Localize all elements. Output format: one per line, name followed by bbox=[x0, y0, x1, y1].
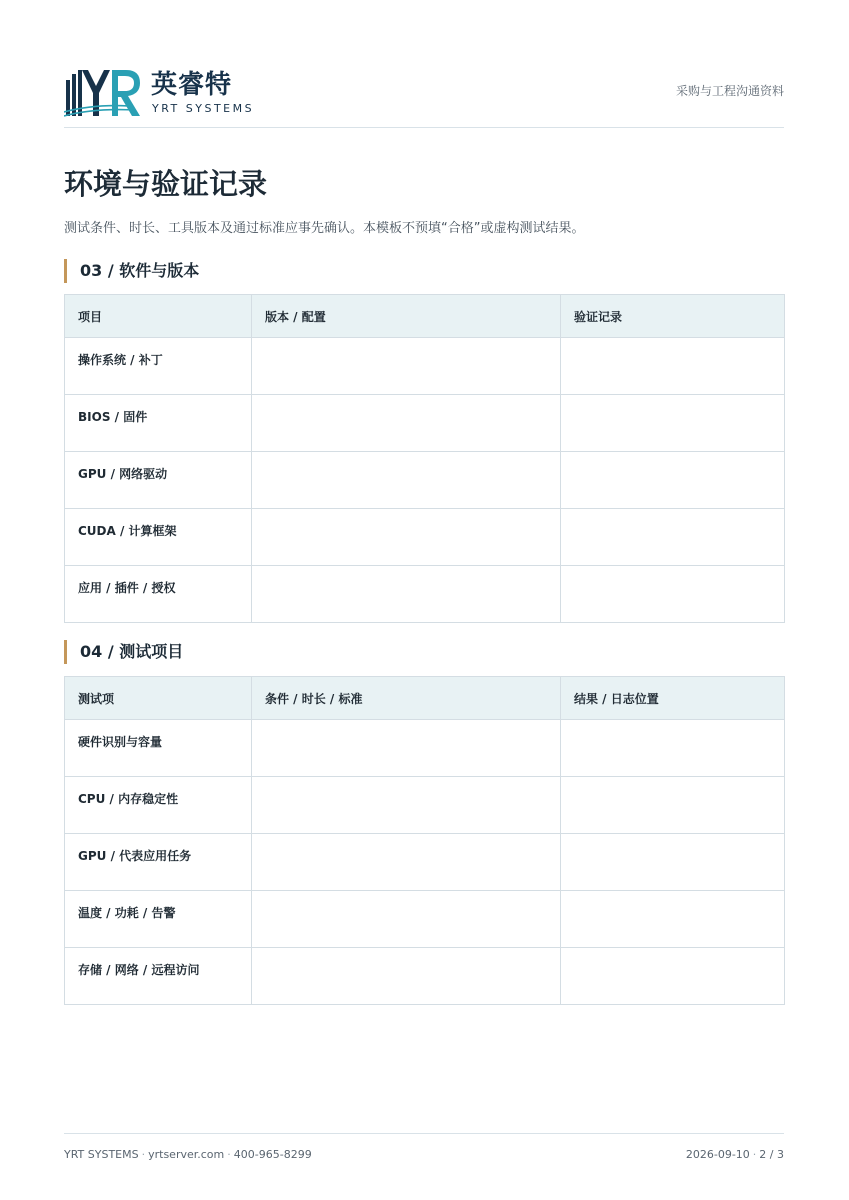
result-cell[interactable] bbox=[561, 891, 785, 948]
result-cell[interactable] bbox=[561, 834, 785, 891]
row-label: CPU / 内存稳定性 bbox=[65, 777, 252, 834]
row-label: 操作系统 / 补丁 bbox=[65, 338, 252, 395]
row-label: 温度 / 功耗 / 告警 bbox=[65, 891, 252, 948]
table-header-row bbox=[65, 677, 785, 720]
row-label: 硬件识别与容量 bbox=[65, 720, 252, 777]
page-header bbox=[64, 64, 784, 128]
separator-dot: · bbox=[227, 1148, 231, 1161]
page-title: 环境与验证记录 bbox=[64, 167, 268, 201]
separator-dot: · bbox=[141, 1148, 146, 1161]
version-cell[interactable] bbox=[252, 338, 561, 395]
column-header-item: 项目 bbox=[65, 295, 252, 338]
logo-chinese-name: 英睿特 bbox=[151, 70, 233, 100]
header-document-type: 采购与工程沟通资料 bbox=[675, 84, 784, 98]
separator-dot: · bbox=[752, 1148, 757, 1161]
version-cell[interactable] bbox=[252, 566, 561, 623]
record-cell[interactable] bbox=[561, 338, 785, 395]
table-row bbox=[65, 948, 785, 1005]
row-label: 应用 / 插件 / 授权 bbox=[65, 566, 252, 623]
conditions-cell[interactable] bbox=[252, 891, 561, 948]
row-label: BIOS / 固件 bbox=[65, 395, 252, 452]
version-cell[interactable] bbox=[252, 509, 561, 566]
result-cell[interactable] bbox=[561, 720, 785, 777]
table-row bbox=[65, 720, 785, 777]
page-subtitle: 测试条件、时长、工具版本及通过标准应事先确认。本模板不预填“合格”或虚构测试结果。 bbox=[64, 221, 585, 236]
record-cell[interactable] bbox=[561, 452, 785, 509]
row-label: CUDA / 计算框架 bbox=[65, 509, 252, 566]
row-label: 存储 / 网络 / 远程访问 bbox=[65, 948, 252, 1005]
record-cell[interactable] bbox=[561, 566, 785, 623]
footer-date: 2026-09-10 bbox=[685, 1148, 750, 1161]
table-row bbox=[65, 395, 785, 452]
yrt-logo-icon bbox=[64, 66, 142, 120]
table-row bbox=[65, 834, 785, 891]
table-row bbox=[65, 509, 785, 566]
record-cell[interactable] bbox=[561, 395, 785, 452]
row-label: GPU / 网络驱动 bbox=[65, 452, 252, 509]
table-header-row bbox=[65, 295, 785, 338]
test-items-table bbox=[64, 676, 785, 1005]
column-header-record: 验证记录 bbox=[561, 295, 785, 338]
conditions-cell[interactable] bbox=[252, 948, 561, 1005]
conditions-cell[interactable] bbox=[252, 834, 561, 891]
table-row bbox=[65, 452, 785, 509]
section-heading-software: 03 / 软件与版本 bbox=[64, 259, 199, 283]
column-header-result: 结果 / 日志位置 bbox=[561, 677, 785, 720]
page-footer bbox=[64, 1133, 784, 1163]
software-version-table bbox=[64, 294, 785, 623]
footer-meta bbox=[686, 1147, 784, 1163]
version-cell[interactable] bbox=[252, 395, 561, 452]
conditions-cell[interactable] bbox=[252, 777, 561, 834]
footer-company: YRT SYSTEMS bbox=[64, 1148, 139, 1161]
table-row bbox=[65, 566, 785, 623]
record-cell[interactable] bbox=[561, 509, 785, 566]
result-cell[interactable] bbox=[561, 948, 785, 1005]
footer-contact bbox=[64, 1147, 312, 1163]
footer-phone: 400-965-8299 bbox=[233, 1148, 312, 1161]
column-header-conditions: 条件 / 时长 / 标准 bbox=[252, 677, 561, 720]
table-row bbox=[65, 338, 785, 395]
row-label: GPU / 代表应用任务 bbox=[65, 834, 252, 891]
column-header-version: 版本 / 配置 bbox=[252, 295, 561, 338]
company-logo bbox=[64, 64, 264, 120]
page-number: 2 / 3 bbox=[759, 1148, 784, 1161]
table-row bbox=[65, 777, 785, 834]
result-cell[interactable] bbox=[561, 777, 785, 834]
version-cell[interactable] bbox=[252, 452, 561, 509]
conditions-cell[interactable] bbox=[252, 720, 561, 777]
logo-english-name: YRT SYSTEMS bbox=[152, 102, 255, 115]
table-row bbox=[65, 891, 785, 948]
section-heading-tests: 04 / 测试项目 bbox=[64, 640, 183, 664]
footer-website[interactable]: yrtserver.com bbox=[148, 1148, 225, 1161]
column-header-test-item: 测试项 bbox=[65, 677, 252, 720]
